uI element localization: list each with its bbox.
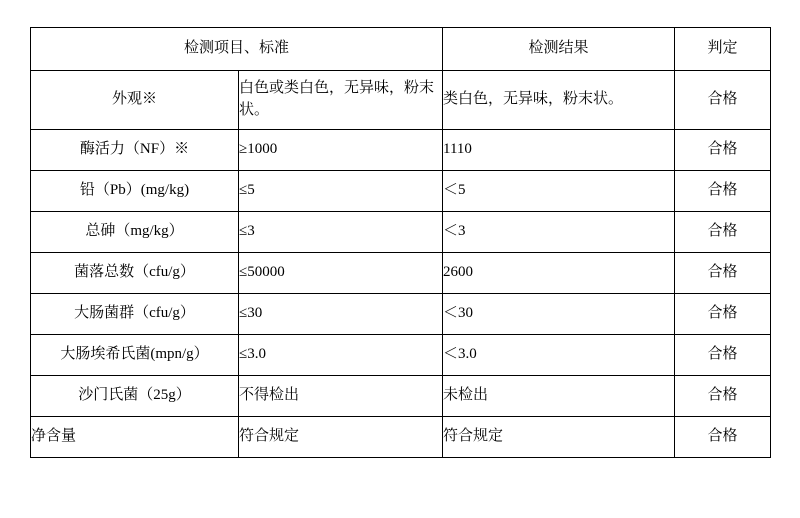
row-judgement-value: 合格 (675, 376, 771, 417)
row-judgement-value: 合格 (675, 294, 771, 335)
row-judgement-value: 合格 (675, 71, 771, 130)
row-result-value: ＜5 (443, 171, 675, 212)
table-row (31, 253, 771, 294)
row-item-name: 铅（Pb）(mg/kg) (31, 171, 239, 212)
row-item-name: 总砷（mg/kg） (31, 212, 239, 253)
table-header-row (31, 28, 771, 71)
row-standard-value: ≤5 (239, 171, 443, 212)
table-row (31, 130, 771, 171)
row-judgement-value: 合格 (675, 417, 771, 458)
header-judgement: 判定 (675, 28, 771, 71)
header-item-standard: 检测项目、标准 (31, 28, 443, 71)
table-row (31, 212, 771, 253)
row-standard-value: ≤50000 (239, 253, 443, 294)
table-row (31, 294, 771, 335)
row-standard-value: ≤3 (239, 212, 443, 253)
row-judgement-value: 合格 (675, 212, 771, 253)
row-standard-value: ≥1000 (239, 130, 443, 171)
row-judgement-value: 合格 (675, 130, 771, 171)
header-result: 检测结果 (443, 28, 675, 71)
row-item-name: 净含量 (31, 417, 239, 458)
row-result-value: ＜3 (443, 212, 675, 253)
row-result-value: ＜3.0 (443, 335, 675, 376)
row-item-name: 大肠菌群（cfu/g） (31, 294, 239, 335)
row-standard-value: ≤30 (239, 294, 443, 335)
row-judgement-value: 合格 (675, 171, 771, 212)
row-item-name: 大肠埃希氏菌(mpn/g） (31, 335, 239, 376)
inspection-report-table (30, 27, 771, 458)
row-standard-value: 不得检出 (239, 376, 443, 417)
row-judgement-value: 合格 (675, 335, 771, 376)
row-result-value: 类白色，无异味，粉末状。 (443, 71, 675, 130)
row-result-value: 1110 (443, 130, 675, 171)
row-judgement-value: 合格 (675, 253, 771, 294)
row-item-name: 外观※ (31, 71, 239, 130)
table-row (31, 71, 771, 130)
row-result-value: 未检出 (443, 376, 675, 417)
row-item-name: 酶活力（NF）※ (31, 130, 239, 171)
row-standard-value: 符合规定 (239, 417, 443, 458)
row-result-value: ＜30 (443, 294, 675, 335)
table-row (31, 171, 771, 212)
table-row (31, 335, 771, 376)
row-item-name: 沙门氏菌（25g） (31, 376, 239, 417)
row-result-value: 符合规定 (443, 417, 675, 458)
row-standard-value: ≤3.0 (239, 335, 443, 376)
row-standard-value: 白色或类白色，无异味，粉末状。 (239, 71, 443, 130)
row-result-value: 2600 (443, 253, 675, 294)
row-item-name: 菌落总数（cfu/g） (31, 253, 239, 294)
table-row (31, 376, 771, 417)
table-row (31, 417, 771, 458)
